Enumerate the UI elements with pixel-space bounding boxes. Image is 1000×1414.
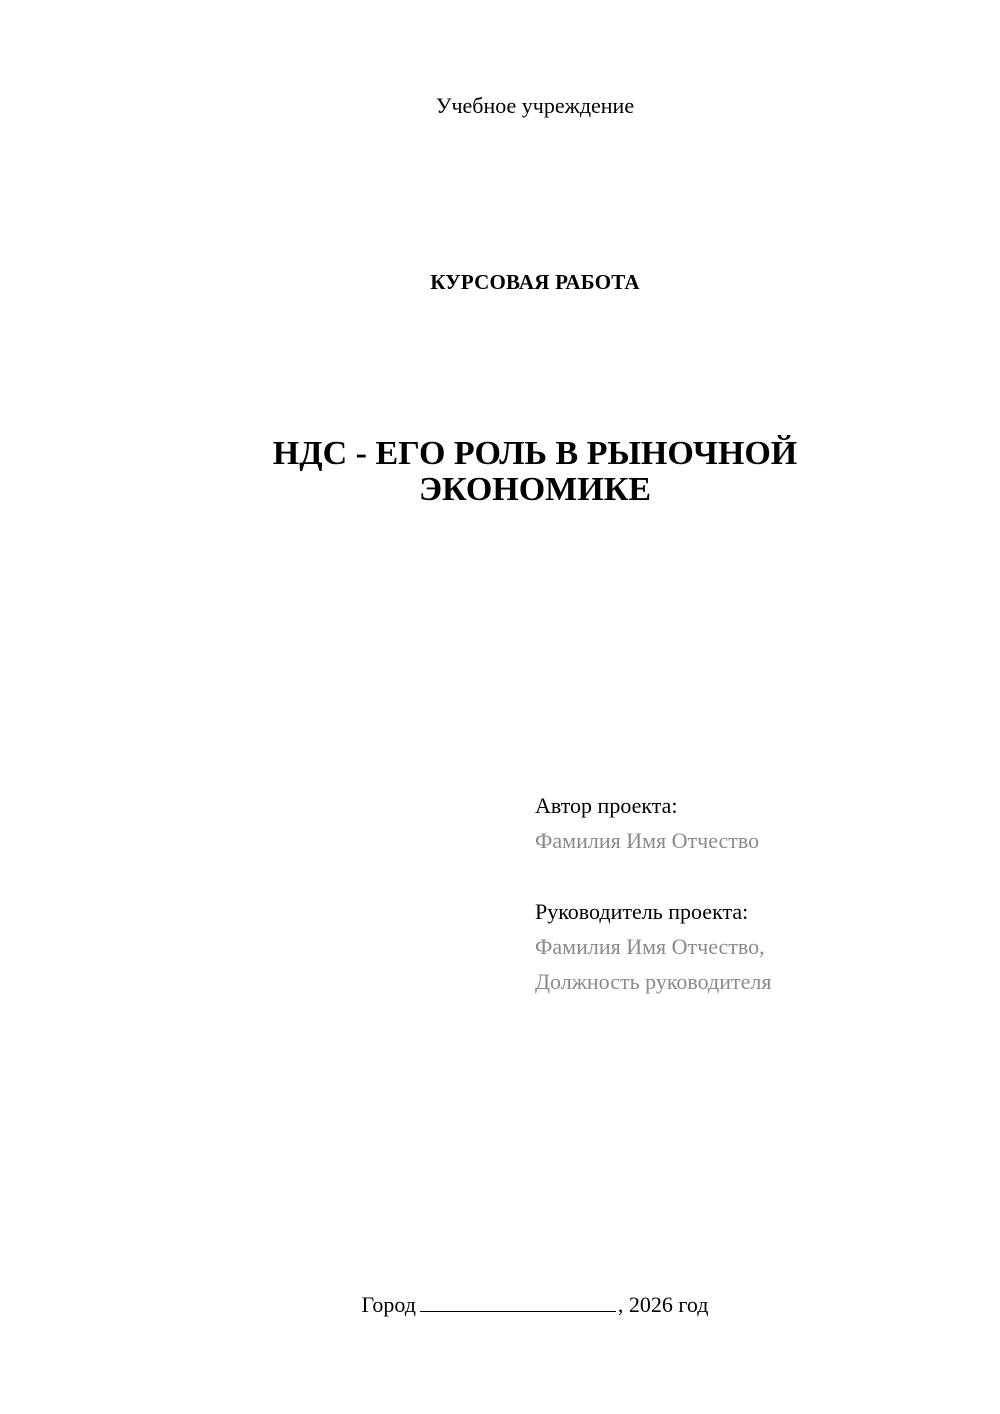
- author-name: Фамилия Имя Отчество: [535, 828, 760, 853]
- supervisor-label: Руководитель проекта:: [535, 899, 749, 924]
- supervisor-position: Должность руководителя: [535, 969, 772, 994]
- city-blank-line: [420, 1291, 616, 1312]
- topic-title: [0, 436, 1000, 508]
- document-type: КУРСОВАЯ РАБОТА: [430, 270, 640, 294]
- institution-name: Учебное учреждение: [435, 93, 635, 118]
- topic-title-line-1: НДС - ЕГО РОЛЬ В РЫНОЧНОЙ: [272, 435, 798, 472]
- city-label: Город: [361, 1292, 416, 1317]
- credits-spacer: [535, 858, 975, 894]
- credits-block: [535, 788, 975, 999]
- year-text: , 2026 год: [617, 1292, 709, 1317]
- supervisor-name: Фамилия Имя Отчество,: [535, 934, 765, 959]
- author-label: Автор проекта:: [535, 793, 678, 818]
- topic-title-line-2: ЭКОНОМИКЕ: [418, 471, 652, 508]
- footer-city-year: [0, 1290, 1000, 1320]
